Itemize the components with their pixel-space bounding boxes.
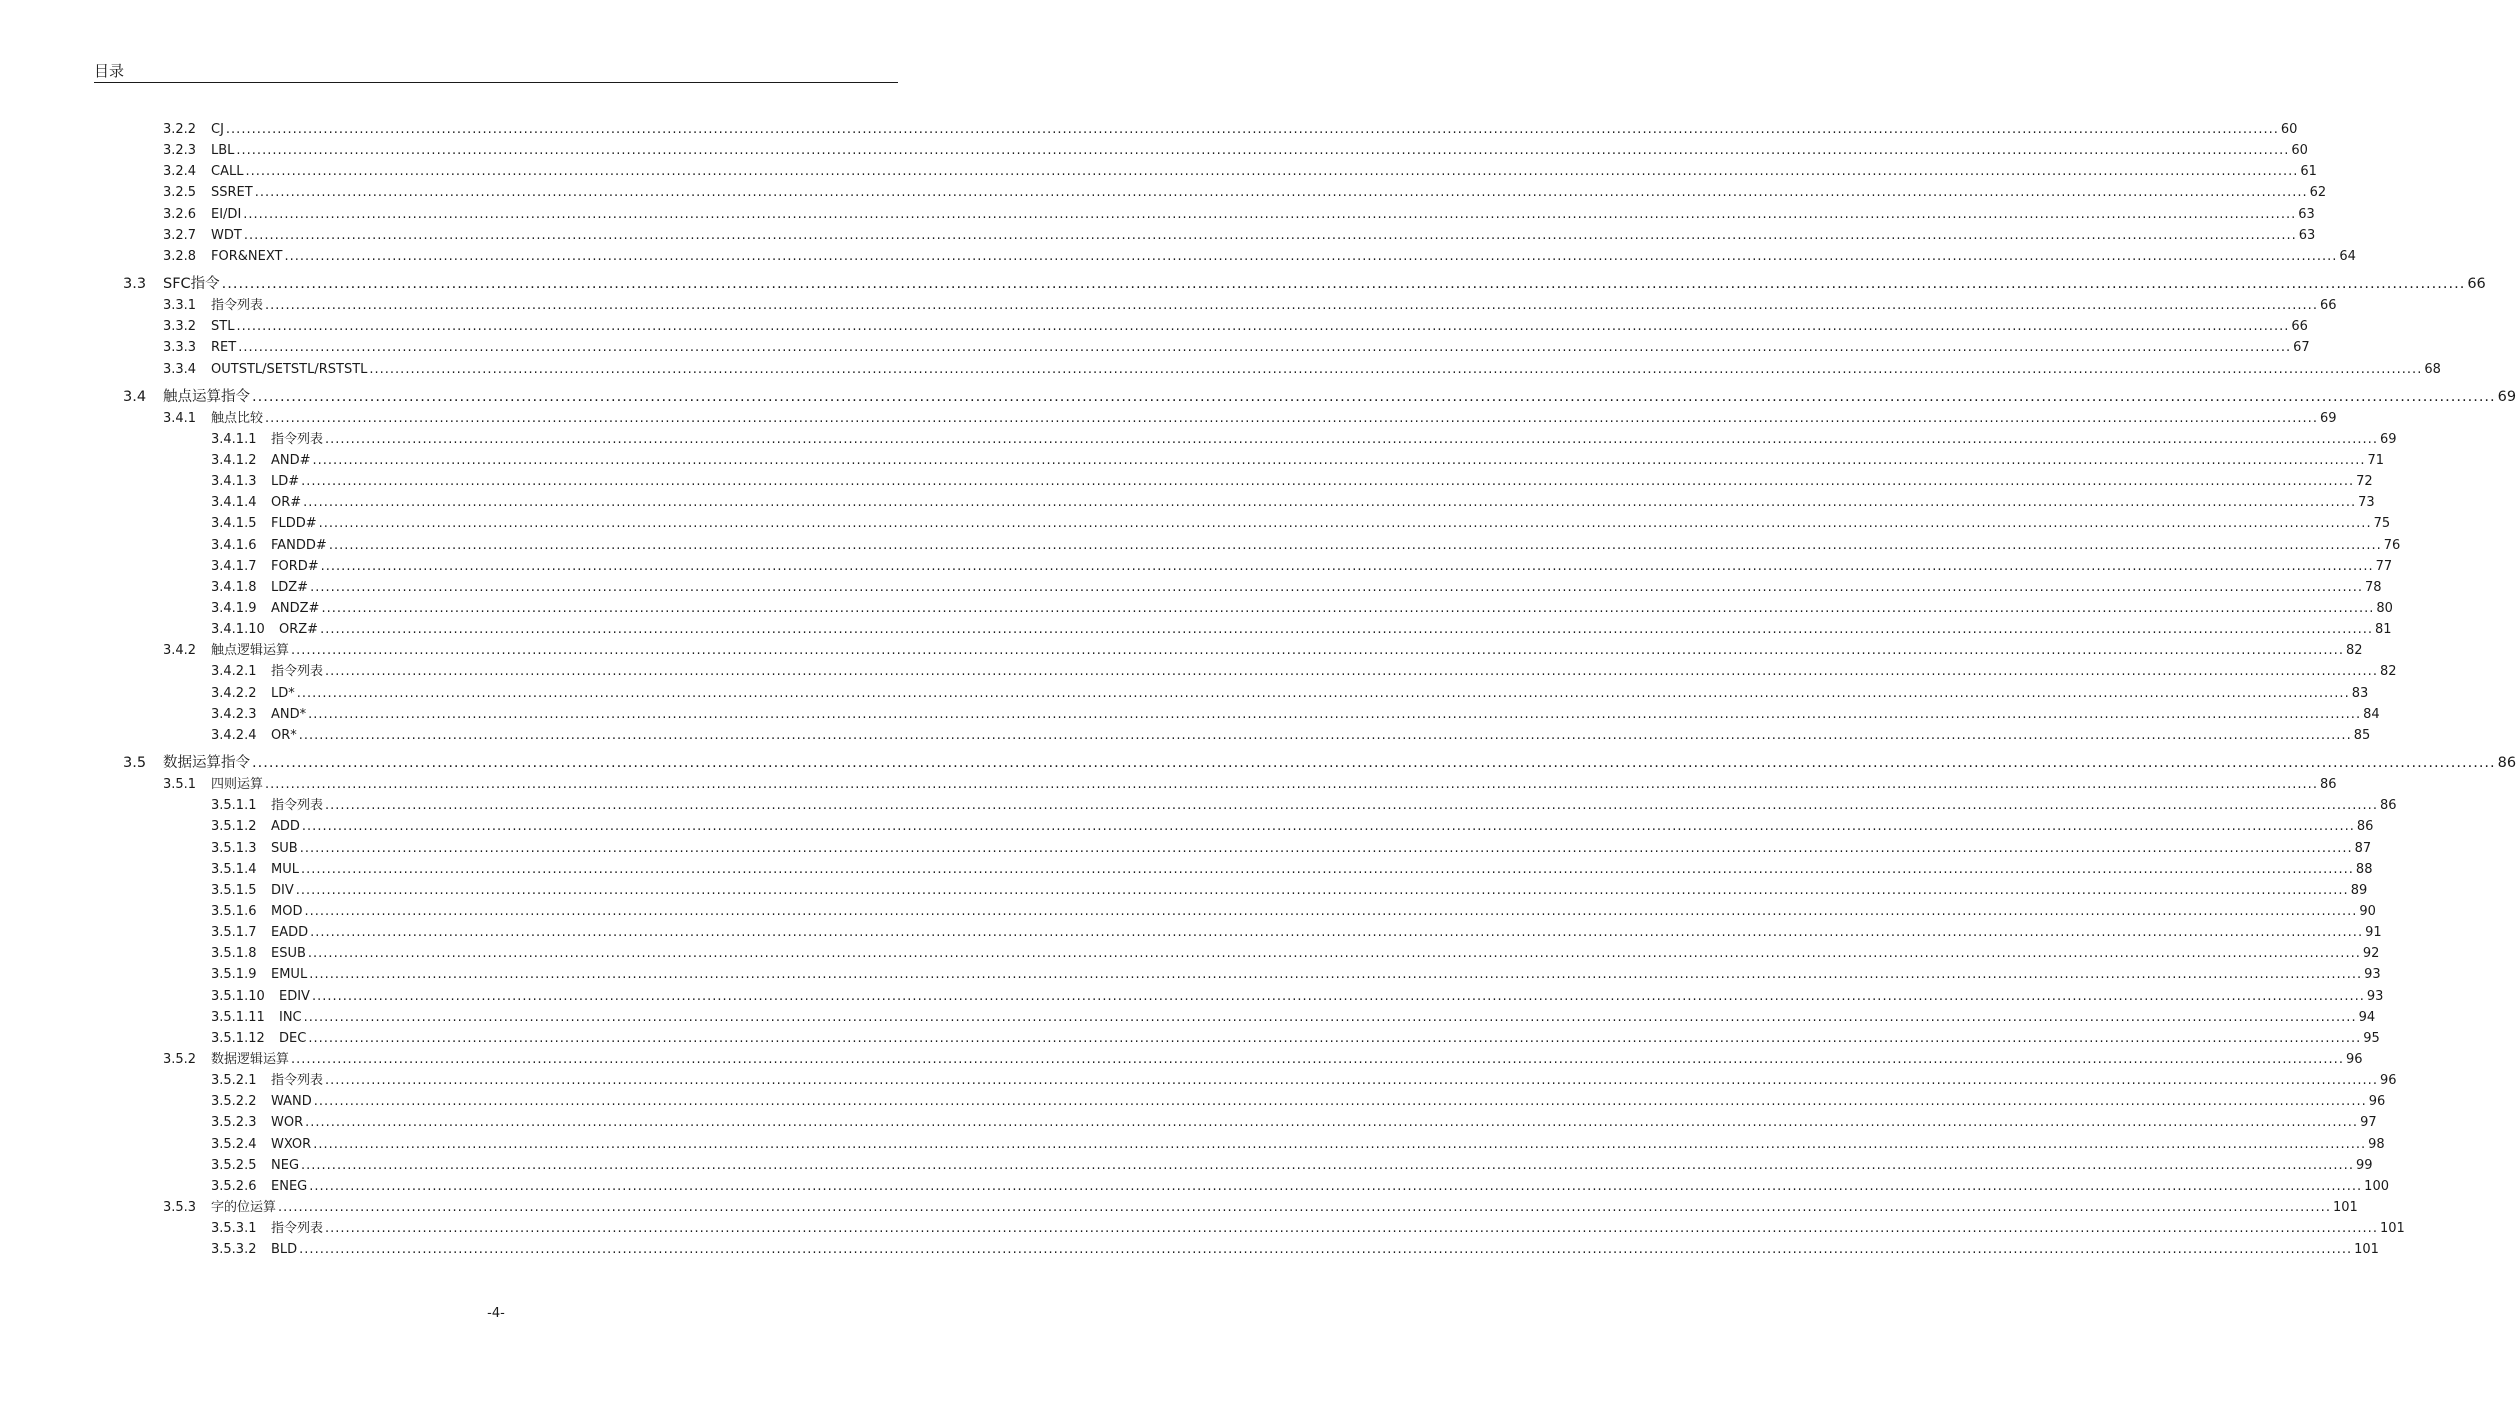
toc-entry-title: 字的位运算 bbox=[211, 1200, 277, 1216]
toc-entry-title: FORD# bbox=[271, 558, 319, 574]
toc-entry[interactable] bbox=[211, 965, 2381, 985]
toc-entry-title: OR* bbox=[271, 727, 297, 743]
toc-leader-dots: ................................................................................................................................................................................................................................................................................................................................................................................................................ bbox=[304, 903, 2358, 919]
toc-entry[interactable] bbox=[211, 944, 2380, 964]
toc-entry-title: 数据逻辑运算 bbox=[211, 1052, 290, 1067]
toc-entry-number: 3.5.3.1 bbox=[211, 1221, 257, 1237]
toc-entry-page: 92 bbox=[2362, 946, 2380, 962]
toc-entry-number: 3.5.2.6 bbox=[211, 1178, 257, 1194]
toc-entry[interactable] bbox=[163, 641, 2363, 661]
toc-leader-dots: ................................................................................................................................................................................................................................................................................................................................................................................................................ bbox=[325, 798, 2378, 814]
toc-leader-dots: ................................................................................................................................................................................................................................................................................................................................................................................................................ bbox=[296, 685, 2350, 701]
toc-entry[interactable] bbox=[123, 386, 2516, 408]
toc-entry-title: RET bbox=[211, 340, 237, 356]
toc-entry-number: 3.4.2 bbox=[163, 643, 197, 659]
toc-entry-number: 3.2.5 bbox=[163, 185, 197, 201]
toc-entry-title: CALL bbox=[211, 164, 244, 180]
toc-leader-dots: ................................................................................................................................................................................................................................................................................................................................................................................................................ bbox=[291, 643, 2344, 659]
toc-entry-page: 66 bbox=[2319, 298, 2337, 314]
toc-entry[interactable] bbox=[163, 1050, 2363, 1070]
toc-entry-title: 四则运算 bbox=[211, 777, 264, 793]
toc-entry-title: 数据运算指令 bbox=[163, 755, 250, 772]
toc-entry-page: 99 bbox=[2355, 1157, 2373, 1173]
toc-entry-page: 88 bbox=[2355, 861, 2373, 877]
toc-entry-page: 98 bbox=[2368, 1136, 2385, 1152]
toc-entry-page: 101 bbox=[2379, 1221, 2405, 1237]
toc-entry-number: 3.4.1.3 bbox=[211, 474, 257, 490]
toc-leader-dots: ................................................................................................................................................................................................................................................................................................................................................................................................................ bbox=[312, 452, 2366, 468]
toc-entry[interactable] bbox=[163, 409, 2337, 429]
toc-entry-title: 指令列表 bbox=[271, 1073, 324, 1089]
toc-entry[interactable] bbox=[211, 1156, 2373, 1176]
toc-leader-dots: ................................................................................................................................................................................................................................................................................................................................................................................................................ bbox=[254, 185, 2308, 201]
toc-entry[interactable] bbox=[211, 839, 2372, 859]
toc-entry-title: NEG bbox=[271, 1157, 300, 1173]
toc-entry[interactable] bbox=[211, 1240, 2379, 1260]
toc-leader-dots: ................................................................................................................................................................................................................................................................................................................................................................................................................ bbox=[295, 882, 2349, 898]
toc-entry-page: 85 bbox=[2353, 727, 2371, 743]
toc-entry-number: 3.5.1.1 bbox=[211, 798, 257, 814]
toc-entry-title: WXOR bbox=[271, 1136, 312, 1152]
toc-entry-number: 3.4.2.4 bbox=[211, 727, 257, 743]
toc-entry-title: SSRET bbox=[211, 185, 253, 201]
toc-entry[interactable] bbox=[211, 1071, 2397, 1091]
toc-entry-title: 指令列表 bbox=[271, 798, 324, 814]
toc-entry-page: 80 bbox=[2376, 601, 2393, 616]
toc-entry[interactable] bbox=[211, 599, 2393, 619]
toc-entry-number: 3.5.1.10 bbox=[211, 988, 265, 1004]
toc-entry[interactable] bbox=[163, 296, 2337, 316]
toc-entry-page: 86 bbox=[2497, 755, 2516, 772]
toc-entry-number: 3.4.1 bbox=[163, 410, 197, 426]
toc-entry-number: 3.4.1.9 bbox=[211, 601, 257, 616]
toc-leader-dots: ................................................................................................................................................................................................................................................................................................................................................................................................................ bbox=[300, 861, 2354, 877]
toc-leader-dots: ................................................................................................................................................................................................................................................................................................................................................................................................................ bbox=[313, 1136, 2367, 1152]
toc-entry-number: 3.5.1.7 bbox=[211, 925, 257, 941]
toc-entry[interactable] bbox=[211, 987, 2384, 1007]
toc-entry-page: 76 bbox=[2383, 537, 2401, 553]
toc-leader-dots: ................................................................................................................................................................................................................................................................................................................................................................................................................ bbox=[308, 1030, 2362, 1046]
toc-entry-number: 3.4.2.3 bbox=[211, 706, 257, 722]
toc-entry[interactable] bbox=[163, 775, 2337, 795]
toc-entry-page: 93 bbox=[2364, 967, 2381, 983]
toc-entry-title: EI/DI bbox=[211, 206, 242, 222]
toc-leader-dots: ................................................................................................................................................................................................................................................................................................................................................................................................................ bbox=[318, 516, 2372, 532]
toc-entry-page: 69 bbox=[2379, 431, 2397, 447]
toc-entry-number: 3.2.7 bbox=[163, 227, 197, 243]
toc-entry[interactable] bbox=[211, 1177, 2389, 1197]
toc-entry-title: 指令列表 bbox=[271, 664, 324, 680]
toc-entry-page: 95 bbox=[2363, 1030, 2380, 1046]
toc-entry-title: ENEG bbox=[271, 1178, 308, 1194]
toc-entry-page: 75 bbox=[2373, 516, 2391, 532]
toc-entry-page: 87 bbox=[2354, 840, 2372, 856]
toc-leader-dots: ................................................................................................................................................................................................................................................................................................................................................................................................................ bbox=[308, 706, 2362, 722]
toc-entry[interactable] bbox=[211, 881, 2368, 901]
toc-entry-page: 86 bbox=[2356, 819, 2374, 835]
toc-entry-number: 3.4.1.2 bbox=[211, 452, 257, 468]
toc-entry-title: MOD bbox=[271, 903, 303, 919]
toc-entry[interactable] bbox=[211, 1092, 2386, 1112]
toc-entry-title: EMUL bbox=[271, 967, 308, 983]
toc-entry-title: LD# bbox=[271, 474, 300, 490]
toc-entry-number: 3.5.1.2 bbox=[211, 819, 257, 835]
toc-entry-page: 69 bbox=[2497, 388, 2516, 405]
toc-entry-page: 66 bbox=[2291, 319, 2308, 335]
toc-entry-page: 73 bbox=[2358, 495, 2375, 511]
toc-entry[interactable] bbox=[163, 317, 2308, 337]
toc-entry-number: 3.4.1.10 bbox=[211, 622, 265, 638]
toc-entry[interactable] bbox=[211, 1135, 2385, 1155]
toc-leader-dots: ................................................................................................................................................................................................................................................................................................................................................................................................................ bbox=[325, 664, 2378, 680]
toc-leader-dots: ................................................................................................................................................................................................................................................................................................................................................................................................................ bbox=[301, 474, 2355, 490]
toc-entry-number: 3.4.2.2 bbox=[211, 685, 257, 701]
toc-entry-page: 71 bbox=[2367, 452, 2385, 468]
toc-entry-number: 3.5 bbox=[123, 755, 147, 772]
toc-entry-number: 3.4.2.1 bbox=[211, 664, 257, 680]
toc-entry-number: 3.2.4 bbox=[163, 164, 197, 180]
toc-leader-dots: ................................................................................................................................................................................................................................................................................................................................................................................................................ bbox=[301, 1157, 2354, 1173]
toc-entry[interactable] bbox=[211, 1219, 2405, 1239]
toc-entry[interactable] bbox=[211, 902, 2376, 922]
toc-leader-dots: ................................................................................................................................................................................................................................................................................................................................................................................................................ bbox=[309, 967, 2363, 983]
toc-entry-number: 3.5.3.2 bbox=[211, 1242, 257, 1258]
toc-entry-title: CJ bbox=[211, 122, 224, 137]
toc-entry-page: 72 bbox=[2356, 474, 2373, 490]
toc-entry-page: 96 bbox=[2345, 1052, 2363, 1067]
toc-entry-title: ORZ# bbox=[279, 622, 319, 638]
toc-entry-number: 3.5.1 bbox=[163, 777, 197, 793]
toc-entry[interactable] bbox=[123, 273, 2486, 295]
toc-leader-dots: ................................................................................................................................................................................................................................................................................................................................................................................................................ bbox=[243, 227, 2297, 243]
toc-entry-title: 指令列表 bbox=[271, 431, 324, 447]
toc-entry[interactable] bbox=[211, 451, 2385, 471]
toc-leader-dots: ................................................................................................................................................................................................................................................................................................................................................................................................................ bbox=[325, 1073, 2378, 1089]
toc-entry-page: 93 bbox=[2366, 988, 2384, 1004]
toc-leader-dots: ................................................................................................................................................................................................................................................................................................................................................................................................................ bbox=[245, 164, 2299, 180]
toc-entry-number: 3.5.2.5 bbox=[211, 1157, 257, 1173]
toc-entry-page: 82 bbox=[2379, 664, 2397, 680]
toc-entry-title: AND# bbox=[271, 452, 311, 468]
toc-entry-page: 63 bbox=[2298, 227, 2316, 243]
toc-entry[interactable] bbox=[163, 183, 2327, 203]
toc-entry[interactable] bbox=[211, 860, 2373, 880]
toc-entry-title: 触点比较 bbox=[211, 410, 264, 426]
toc-leader-dots: ................................................................................................................................................................................................................................................................................................................................................................................................................ bbox=[321, 601, 2375, 616]
toc-leader-dots: ................................................................................................................................................................................................................................................................................................................................................................................................................ bbox=[320, 558, 2374, 574]
toc-entry-page: 67 bbox=[2293, 340, 2310, 356]
toc-entry-number: 3.5.2.4 bbox=[211, 1136, 257, 1152]
toc-entry-number: 3.5.1.9 bbox=[211, 967, 257, 983]
toc-entry-number: 3.3.4 bbox=[163, 361, 197, 377]
toc-entry[interactable] bbox=[211, 620, 2392, 640]
toc-entry-title: 指令列表 bbox=[271, 1221, 324, 1237]
toc-entry-page: 94 bbox=[2358, 1009, 2376, 1025]
toc-leader-dots: ................................................................................................................................................................................................................................................................................................................................................................................................................ bbox=[305, 1115, 2359, 1131]
header-title: 目录 bbox=[94, 62, 125, 80]
toc-entry-title: DEC bbox=[279, 1030, 307, 1046]
toc-entry-number: 3.5.2.1 bbox=[211, 1073, 257, 1089]
toc-entry-page: 60 bbox=[2291, 143, 2308, 159]
toc-leader-dots: ................................................................................................................................................................................................................................................................................................................................................................................................................ bbox=[328, 537, 2382, 553]
toc-entry-number: 3.5.1.4 bbox=[211, 861, 257, 877]
toc-entry[interactable] bbox=[211, 557, 2393, 577]
toc-entry-number: 3.5.1.12 bbox=[211, 1030, 265, 1046]
toc-entry-title: 指令列表 bbox=[211, 298, 264, 314]
toc-entry[interactable] bbox=[163, 120, 2298, 140]
toc-entry-page: 81 bbox=[2375, 622, 2392, 638]
toc-entry-number: 3.3.2 bbox=[163, 319, 197, 335]
toc-leader-dots: ................................................................................................................................................................................................................................................................................................................................................................................................................ bbox=[325, 1221, 2378, 1237]
toc-leader-dots: ................................................................................................................................................................................................................................................................................................................................................................................................................ bbox=[369, 361, 2423, 377]
toc-leader-dots: ................................................................................................................................................................................................................................................................................................................................................................................................................ bbox=[265, 298, 2318, 314]
toc-entry-page: 64 bbox=[2339, 248, 2356, 264]
toc-leader-dots: ................................................................................................................................................................................................................................................................................................................................................................................................................ bbox=[298, 727, 2352, 743]
toc-entry-title: MUL bbox=[271, 861, 299, 877]
toc-entry[interactable] bbox=[211, 1113, 2377, 1133]
toc-entry[interactable] bbox=[211, 923, 2382, 943]
toc-entry-number: 3.4.1.5 bbox=[211, 516, 257, 532]
toc-leader-dots: ................................................................................................................................................................................................................................................................................................................................................................................................................ bbox=[325, 431, 2378, 447]
toc-leader-dots: ................................................................................................................................................................................................................................................................................................................................................................................................................ bbox=[243, 206, 2297, 222]
toc-entry-number: 3.5.1.5 bbox=[211, 882, 257, 898]
toc-leader-dots: ................................................................................................................................................................................................................................................................................................................................................................................................................ bbox=[311, 988, 2365, 1004]
toc-entry-title: BLD bbox=[271, 1242, 298, 1258]
toc-entry[interactable] bbox=[211, 578, 2382, 598]
toc-entry-number: 3.2.6 bbox=[163, 206, 197, 222]
toc-entry-page: 100 bbox=[2364, 1178, 2389, 1194]
toc-entry[interactable] bbox=[211, 1008, 2376, 1028]
toc-entry-number: 3.3 bbox=[123, 276, 147, 293]
toc-entry-title: EADD bbox=[271, 925, 309, 941]
toc-entry[interactable] bbox=[211, 817, 2374, 837]
toc-leader-dots: ................................................................................................................................................................................................................................................................................................................................................................................................................ bbox=[299, 1242, 2353, 1258]
toc-leader-dots: ................................................................................................................................................................................................................................................................................................................................................................................................................ bbox=[284, 248, 2338, 264]
toc-entry-title: OR# bbox=[271, 495, 302, 511]
toc-entry[interactable] bbox=[163, 162, 2317, 182]
toc-entry-page: 82 bbox=[2345, 643, 2363, 659]
toc-leader-dots: ................................................................................................................................................................................................................................................................................................................................................................................................................ bbox=[236, 143, 2290, 159]
toc-entry-page: 86 bbox=[2379, 798, 2397, 814]
toc-entry-title: SUB bbox=[271, 840, 298, 856]
toc-entry-title: STL bbox=[211, 319, 235, 335]
toc-entry[interactable] bbox=[163, 226, 2316, 246]
toc-leader-dots: ................................................................................................................................................................................................................................................................................................................................................................................................................ bbox=[265, 410, 2318, 426]
toc-entry-number: 3.5.1.8 bbox=[211, 946, 257, 962]
toc-leader-dots: ................................................................................................................................................................................................................................................................................................................................................................................................................ bbox=[291, 1052, 2344, 1067]
toc-entry[interactable] bbox=[163, 1198, 2358, 1218]
toc-entry[interactable] bbox=[123, 752, 2516, 774]
toc-leader-dots: ................................................................................................................................................................................................................................................................................................................................................................................................................ bbox=[225, 122, 2279, 137]
toc-entry-number: 3.3.1 bbox=[163, 298, 197, 314]
toc-entry-title: DIV bbox=[271, 882, 294, 898]
toc-entry-number: 3.4.1.4 bbox=[211, 495, 257, 511]
toc-entry[interactable] bbox=[211, 726, 2371, 746]
toc-entry[interactable] bbox=[211, 493, 2375, 513]
toc-entry[interactable] bbox=[211, 705, 2380, 725]
toc-leader-dots: ................................................................................................................................................................................................................................................................................................................................................................................................................ bbox=[320, 622, 2374, 638]
toc-entry-page: 68 bbox=[2424, 361, 2441, 377]
toc-entry-number: 3.4.1.1 bbox=[211, 431, 257, 447]
toc-entry-title: FLDD# bbox=[271, 516, 317, 532]
toc-leader-dots: ................................................................................................................................................................................................................................................................................................................................................................................................................ bbox=[278, 1200, 2331, 1216]
toc-leader-dots: ................................................................................................................................................................................................................................................................................................................................................................................................................ bbox=[310, 925, 2364, 941]
toc-entry-number: 3.5.1.3 bbox=[211, 840, 257, 856]
toc-entry-number: 3.4.1.8 bbox=[211, 579, 257, 595]
toc-entry-title: WDT bbox=[211, 227, 242, 243]
page-number: -4- bbox=[487, 1306, 505, 1321]
toc-entry-number: 3.2.3 bbox=[163, 143, 197, 159]
toc-entry[interactable] bbox=[211, 514, 2391, 534]
toc-entry-title: ANDZ# bbox=[271, 601, 320, 616]
toc-leader-dots: ................................................................................................................................................................................................................................................................................................................................................................................................................ bbox=[265, 777, 2318, 793]
toc-entry-title: FOR&NEXT bbox=[211, 248, 283, 264]
toc-entry-page: 60 bbox=[2280, 122, 2298, 137]
toc-entry-page: 101 bbox=[2332, 1200, 2358, 1216]
toc-entry-page: 89 bbox=[2350, 882, 2368, 898]
toc-entry-title: LBL bbox=[211, 143, 235, 159]
toc-entry-page: 77 bbox=[2375, 558, 2393, 574]
toc-leader-dots: ................................................................................................................................................................................................................................................................................................................................................................................................................ bbox=[303, 495, 2357, 511]
toc-entry-number: 3.5.2 bbox=[163, 1052, 197, 1067]
toc-leader-dots: ................................................................................................................................................................................................................................................................................................................................................................................................................ bbox=[301, 819, 2355, 835]
toc-entry-title: 触点逻辑运算 bbox=[211, 643, 290, 659]
toc-entry-number: 3.3.3 bbox=[163, 340, 197, 356]
toc-leader-dots: ................................................................................................................................................................................................................................................................................................................................................................................................................ bbox=[238, 340, 2292, 356]
toc-entry-title: INC bbox=[279, 1009, 302, 1025]
toc-leader-dots: ................................................................................................................................................................................................................................................................................................................................................................................................................ bbox=[221, 276, 2466, 293]
toc-leader-dots: ................................................................................................................................................................................................................................................................................................................................................................................................................ bbox=[313, 1094, 2367, 1110]
toc-entry-title: ESUB bbox=[271, 946, 306, 962]
toc-entry-page: 66 bbox=[2467, 276, 2486, 293]
toc-entry-title: AND* bbox=[271, 706, 307, 722]
toc-entry-number: 3.4.1.6 bbox=[211, 537, 257, 553]
toc-entry[interactable] bbox=[211, 536, 2401, 556]
toc-leader-dots: ................................................................................................................................................................................................................................................................................................................................................................................................................ bbox=[309, 1178, 2363, 1194]
toc-entry[interactable] bbox=[211, 1029, 2380, 1049]
toc-entry-title: WOR bbox=[271, 1115, 304, 1131]
toc-leader-dots: ................................................................................................................................................................................................................................................................................................................................................................................................................ bbox=[307, 946, 2361, 962]
toc-entry-page: 96 bbox=[2368, 1094, 2386, 1110]
toc-entry-page: 84 bbox=[2363, 706, 2380, 722]
toc-entry-page: 78 bbox=[2365, 579, 2382, 595]
toc-entry-title: WAND bbox=[271, 1094, 312, 1110]
toc-entry[interactable] bbox=[211, 472, 2373, 492]
toc-entry-page: 69 bbox=[2319, 410, 2337, 426]
toc-entry-page: 63 bbox=[2298, 206, 2315, 222]
toc-entry-page: 97 bbox=[2360, 1115, 2377, 1131]
toc-entry-number: 3.5.2.3 bbox=[211, 1115, 257, 1131]
toc-entry-page: 62 bbox=[2309, 185, 2327, 201]
toc-entry[interactable] bbox=[211, 684, 2369, 704]
toc-entry-number: 3.5.3 bbox=[163, 1200, 197, 1216]
toc-leader-dots: ................................................................................................................................................................................................................................................................................................................................................................................................................ bbox=[252, 755, 2496, 772]
toc-entry-title: OUTSTL/SETSTL/RSTSTL bbox=[211, 361, 368, 377]
toc-leader-dots: ................................................................................................................................................................................................................................................................................................................................................................................................................ bbox=[303, 1009, 2357, 1025]
toc-entry-title: FANDD# bbox=[271, 537, 327, 553]
toc-entry[interactable] bbox=[211, 662, 2397, 682]
toc-entry[interactable] bbox=[211, 430, 2397, 450]
toc-entry-title: EDIV bbox=[279, 988, 310, 1004]
toc-entry[interactable] bbox=[163, 141, 2308, 161]
toc-entry-number: 3.4.1.7 bbox=[211, 558, 257, 574]
toc-entry-page: 90 bbox=[2359, 903, 2376, 919]
toc-leader-dots: ................................................................................................................................................................................................................................................................................................................................................................................................................ bbox=[310, 579, 2363, 595]
toc-entry-title: ADD bbox=[271, 819, 300, 835]
toc-entry-title: LDZ# bbox=[271, 579, 309, 595]
toc-entry-page: 96 bbox=[2379, 1073, 2397, 1089]
toc-entry-number: 3.5.1.11 bbox=[211, 1009, 265, 1025]
toc-entry[interactable] bbox=[163, 247, 2356, 267]
toc-entry-title: LD* bbox=[271, 685, 295, 701]
toc-entry-number: 3.5.1.6 bbox=[211, 903, 257, 919]
toc-entry-page: 91 bbox=[2365, 925, 2382, 941]
toc-entry-title: SFC指令 bbox=[163, 276, 220, 293]
toc-entry-number: 3.5.2.2 bbox=[211, 1094, 257, 1110]
toc-entry-number: 3.2.2 bbox=[163, 122, 197, 137]
toc-entry[interactable] bbox=[211, 796, 2397, 816]
toc-entry-page: 61 bbox=[2300, 164, 2317, 180]
toc-entry[interactable] bbox=[163, 205, 2315, 225]
toc-entry-page: 83 bbox=[2351, 685, 2369, 701]
toc-leader-dots: ................................................................................................................................................................................................................................................................................................................................................................................................................ bbox=[236, 319, 2290, 335]
toc-leader-dots: ................................................................................................................................................................................................................................................................................................................................................................................................................ bbox=[252, 388, 2496, 405]
toc-entry[interactable] bbox=[163, 338, 2310, 358]
toc-entry-page: 101 bbox=[2354, 1242, 2379, 1258]
toc-entry-number: 3.4 bbox=[123, 388, 147, 405]
toc-entry-number: 3.2.8 bbox=[163, 248, 197, 264]
toc-leader-dots: ................................................................................................................................................................................................................................................................................................................................................................................................................ bbox=[299, 840, 2353, 856]
toc-entry-title: 触点运算指令 bbox=[163, 388, 250, 405]
toc-entry-page: 86 bbox=[2319, 777, 2337, 793]
toc-entry[interactable] bbox=[163, 360, 2441, 380]
